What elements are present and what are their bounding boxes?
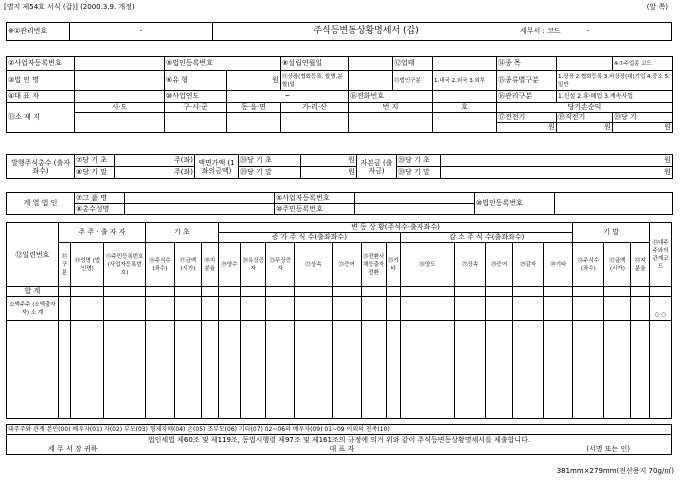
increase-group-header: 증 가 주 식 수(출좌좌수) xyxy=(218,233,401,243)
affiliate-label: 계 열 법 인 xyxy=(7,193,75,215)
paid-end-label: ⑳당 기 말 xyxy=(397,167,441,179)
holders-table xyxy=(6,222,672,419)
aff-biz-reg-label: ⑤사업자등록번호 xyxy=(275,193,355,204)
type-value: 원 xyxy=(227,71,281,91)
biz-reg-no-label: ②사업자등록번호 xyxy=(7,57,75,71)
aff-corp-reg-value[interactable] xyxy=(555,193,673,215)
paid-begin-won: 원 xyxy=(441,155,673,167)
company-block xyxy=(6,56,673,133)
begin-group-header: 기 초 xyxy=(145,223,218,243)
address-label: ⑬소 재 지 xyxy=(7,103,75,133)
profit-prev2-won: 원 xyxy=(497,123,557,133)
corp-name-value[interactable] xyxy=(75,71,165,91)
group-name-value[interactable] xyxy=(125,193,275,204)
addr-sido[interactable] xyxy=(75,113,165,133)
listed-label: ⑪상장(협회등록, 합병,분할)일 xyxy=(281,71,349,91)
issued-label: 발행주식총수 (출자좌수) xyxy=(7,155,75,179)
mgmt-type-label: ⑯관리구분 xyxy=(497,91,557,103)
corp-kind-value: 1.내국 2.외국 3.외투 xyxy=(433,71,497,91)
addr-ri[interactable] xyxy=(281,113,349,133)
tax-office-label: 세무서 : 코드 xyxy=(520,27,561,35)
col-holder-0: ⑬구분 xyxy=(58,243,70,287)
total-row-label: 합 계 xyxy=(7,287,59,297)
col-begin-2: ⑱지분율 xyxy=(201,243,218,287)
representative-value[interactable] xyxy=(75,91,165,103)
col-dec-1: ㉗상속 xyxy=(455,243,486,287)
shares-end-label: ⑧당 기 말 xyxy=(75,167,115,179)
shares-begin-unit: 주(좌) xyxy=(115,155,195,167)
aff-resident-value[interactable] xyxy=(355,204,475,215)
col-end-0: ㉛주식수 (좌수) xyxy=(573,243,604,287)
addr-ho[interactable] xyxy=(433,113,497,133)
shares-begin-label: ⑦당 기 초 xyxy=(75,155,115,167)
col-end-2: ㉝지분율 xyxy=(631,243,650,287)
group-name-label: ⑦그 룹 명 xyxy=(75,193,125,204)
addr-col-2: 동·읍·면 xyxy=(227,103,281,113)
sign-line xyxy=(8,445,670,454)
representative-label: ④대 표 자 xyxy=(7,91,75,103)
est-date-label: ⑧설립연월일 xyxy=(281,57,349,71)
aff-biz-reg-value[interactable] xyxy=(355,193,475,204)
col-inc-0: ⑲양수 xyxy=(218,243,241,287)
phone-label: ⑯전화번호 xyxy=(349,91,433,103)
col-begin-1: ⑰금액 (시가) xyxy=(175,243,202,287)
paid-begin-label: ⑳당 기 초 xyxy=(397,155,441,167)
profit-prev1-won: 원 xyxy=(557,123,613,133)
main-code-label: ※⑦주업종 코드 xyxy=(613,57,673,71)
shares-block xyxy=(6,154,673,179)
addr-col-3: 가·리·산 xyxy=(281,103,349,113)
col-inc-4: ㉓증여 xyxy=(332,243,361,287)
decrease-group-header: 감 소 주 식 수(출좌좌수) xyxy=(401,233,573,243)
page-side: (앞 쪽) xyxy=(646,3,668,11)
biz-reg-no-value[interactable] xyxy=(75,57,165,71)
mgmt-label: ※①관리번호 xyxy=(7,23,70,41)
col-inc-2: ㉑무상증자 xyxy=(266,243,295,287)
addr-col-0: 시·도 xyxy=(75,103,165,113)
cap-end-won: 원 xyxy=(301,167,357,179)
business-kind-label: ⑮종류별구분 xyxy=(497,71,557,91)
corp-reg-no-label: ⑤법인등록번호 xyxy=(165,57,281,71)
col-end-1: ㉜금액 (시가) xyxy=(604,243,631,287)
sign-representative: 대 표 자 xyxy=(329,444,355,453)
col-inc-1: ⑳유상증자 xyxy=(241,243,266,287)
addr-gu[interactable] xyxy=(165,113,227,133)
fiscal-year-value: ~ xyxy=(227,91,349,103)
shares-end-unit: 주(좌) xyxy=(115,167,195,179)
profit-prev2: ⑰전전기 xyxy=(497,113,557,123)
col-inc-3: ㉒상속 xyxy=(295,243,332,287)
fiscal-year-label: ⑩사업연도 xyxy=(165,91,227,103)
col-inc-6: ㉕기타 xyxy=(386,243,401,287)
cap-begin-won: 원 xyxy=(301,155,357,167)
capital-label: 자본금 (출자금) xyxy=(357,155,397,179)
oo-mark: ○ ○ xyxy=(650,297,672,321)
relation-header: ⑬대주주와의관계코드 xyxy=(650,223,672,287)
tax-office xyxy=(519,23,672,41)
mgmt-type-value: 1.신설 2.휴·폐업 3.계속사업 xyxy=(557,91,673,103)
addr-bunji[interactable] xyxy=(349,113,433,133)
profit-curr: ⑳당 기 xyxy=(613,113,673,123)
cap-begin-label: ⑳당 기 초 xyxy=(239,155,301,167)
doc-title: 주식등변동상황명세서 (갑) xyxy=(213,23,520,41)
tax-office-recipient: 세 무 서 장 귀하 xyxy=(48,444,98,453)
item-label: ⑭종 목 xyxy=(497,57,557,71)
addr-col-4: 번 지 xyxy=(349,103,433,113)
cap-end-label: ⑳당 기 말 xyxy=(239,167,301,179)
relation-codes: 대주주와 관계 본인(00) 배우자(01) 자(02) 부모(03) 형제자매(04) 손(05) 조부모(06) 기타(07) 02~06의 배우자(09) 01~09 이외의 친족(10) xyxy=(7,425,672,435)
addr-col-5: 호 xyxy=(433,103,497,113)
total-shares-label: ⑧총수성명 xyxy=(75,204,125,215)
holder-group-header: 주 주 · 출 자 자 xyxy=(58,223,145,243)
business-type-label: ⑫업태 xyxy=(393,57,433,71)
col-dec-2: ㉘증여 xyxy=(486,243,513,287)
minor-row-label: 소액주주 (소액출자자) 소 계 xyxy=(7,297,59,321)
col-dec-4: ㉚기타 xyxy=(544,243,573,287)
col-dec-0: ㉖양도 xyxy=(401,243,455,287)
aff-resident-label: ⑩주민등록번호 xyxy=(275,204,355,215)
paid-end-won: 원 xyxy=(441,167,673,179)
change-group-header: 변 동 상 황(주식수·출자좌수) xyxy=(218,223,573,233)
face-label: 액면가액 (1좌의금액) xyxy=(195,155,239,179)
title-row xyxy=(6,22,672,41)
type-label: ⑥유 형 xyxy=(165,71,227,91)
data-cell[interactable] xyxy=(7,321,59,419)
total-shares-value[interactable] xyxy=(125,204,275,215)
col-inc-5: ㉔전환사채등출자전환 xyxy=(361,243,386,287)
row-no-header: ⑫일련번호 xyxy=(7,223,59,287)
paper-spec: 381mm×279mm(전산용지 70g/㎡) xyxy=(556,467,674,475)
end-group-header: 기 말 xyxy=(573,223,650,243)
profit-curr-won: 원 xyxy=(613,123,673,133)
tax-office-value: - xyxy=(586,27,590,35)
signature-label: (서명 또는 인) xyxy=(586,444,630,453)
addr-dong[interactable] xyxy=(227,113,281,133)
col-holder-2: ⑮주민등록번호 (사업자등록번호) xyxy=(104,243,146,287)
law-text: 법인세법 제60조 및 제119조, 동법시행령 제97조 및 제161조의 규정에 의거 위와 같이 주식등변동상황명세서를 제출합니다. xyxy=(147,435,531,444)
form-id: [별지 제54호 서식 (갑)] (2000.3.9. 개정) xyxy=(4,3,135,11)
aff-corp-reg-label: ⑩법인등록번호 xyxy=(475,193,555,215)
col-holder-1: ⑭성명 (법인명) xyxy=(71,243,104,287)
col-begin-0: ⑯주식수 (좌수) xyxy=(145,243,174,287)
mgmt-value: - xyxy=(70,23,213,41)
corp-name-label: ③법 인 명 xyxy=(7,71,75,91)
table-row xyxy=(7,321,672,419)
col-dec-3: ㉙감자 xyxy=(513,243,544,287)
addr-col-1: 구·시·군 xyxy=(165,103,227,113)
corp-kind-label: ⑬법인구분 xyxy=(393,71,433,91)
law-text-cell xyxy=(7,435,672,455)
footer-block xyxy=(6,424,672,455)
affiliate-block xyxy=(6,192,673,215)
profit-prev1: ⑲직전기 xyxy=(557,113,613,123)
profit-label: 당기손순익 xyxy=(497,103,673,113)
business-kind-value: 1.상장 2.협회등록 3.비상장(대)기업 4.중소 5.일반 xyxy=(557,71,673,91)
